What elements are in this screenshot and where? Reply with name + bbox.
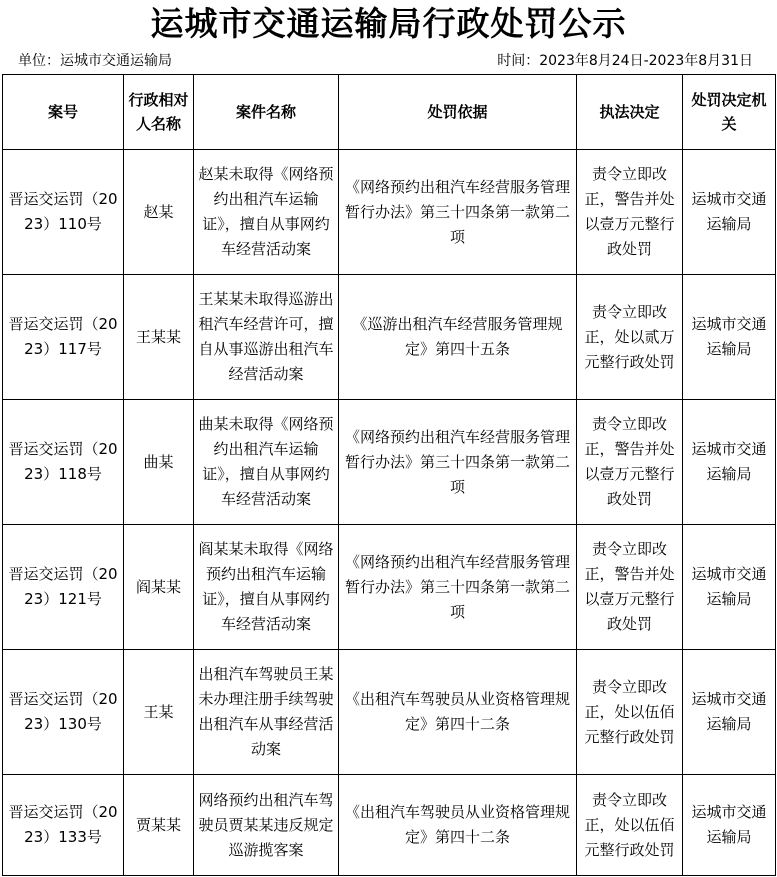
cell-case-name: 网络预约出租汽车驾驶员贾某某违反规定巡游揽客案 xyxy=(194,775,339,876)
cell-basis: 《巡游出租汽车经营服务管理规定》第四十五条 xyxy=(339,275,577,400)
cell-party: 曲某 xyxy=(124,400,194,525)
cell-decision: 责令立即改正，警告并处以壹万元整行政处罚 xyxy=(577,400,683,525)
cell-party: 阎某某 xyxy=(124,525,194,650)
table-header-row xyxy=(3,75,776,150)
notice-meta xyxy=(0,49,777,73)
cell-decision: 责令立即改正，警告并处以壹万元整行政处罚 xyxy=(577,525,683,650)
cell-decision: 责令立即改正，处以贰万元整行政处罚 xyxy=(577,275,683,400)
cell-party: 王某某 xyxy=(124,275,194,400)
cell-authority: 运城市交通运输局 xyxy=(683,650,776,775)
header-case-name: 案件名称 xyxy=(194,75,339,150)
cell-authority: 运城市交通运输局 xyxy=(683,525,776,650)
cell-decision: 责令立即改正，处以伍佰元整行政处罚 xyxy=(577,775,683,876)
cell-basis: 《网络预约出租汽车经营服务管理暂行办法》第三十四条第一款第二项 xyxy=(339,525,577,650)
cell-case-name: 曲某未取得《网络预约出租汽车运输证》，擅自从事网约车经营活动案 xyxy=(194,400,339,525)
penalty-table xyxy=(2,74,776,876)
cell-basis: 《网络预约出租汽车经营服务管理暂行办法》第三十四条第一款第二项 xyxy=(339,400,577,525)
table-row xyxy=(3,525,776,650)
cell-case-name: 阎某某未取得《网络预约出租汽车运输证》，擅自从事网约车经营活动案 xyxy=(194,525,339,650)
cell-party: 贾某某 xyxy=(124,775,194,876)
cell-party: 王某 xyxy=(124,650,194,775)
cell-decision: 责令立即改正，警告并处以壹万元整行政处罚 xyxy=(577,150,683,275)
cell-authority: 运城市交通运输局 xyxy=(683,400,776,525)
cell-case-no: 晋运交运罚（2023）117号 xyxy=(3,275,124,400)
issuing-unit: 单位：运城市交通运输局 xyxy=(18,53,172,69)
table-row xyxy=(3,150,776,275)
cell-case-no: 晋运交运罚（2023）118号 xyxy=(3,400,124,525)
cell-party: 赵某 xyxy=(124,150,194,275)
header-authority: 处罚决定机关 xyxy=(683,75,776,150)
cell-case-name: 出租汽车驾驶员王某未办理注册手续驾驶出租汽车从事经营活动案 xyxy=(194,650,339,775)
cell-authority: 运城市交通运输局 xyxy=(683,775,776,876)
cell-case-no: 晋运交运罚（2023）121号 xyxy=(3,525,124,650)
cell-authority: 运城市交通运输局 xyxy=(683,150,776,275)
notice-title: 运城市交通运输局行政处罚公示 xyxy=(150,4,627,43)
table-row xyxy=(3,650,776,775)
table-row xyxy=(3,400,776,525)
cell-basis: 《出租汽车驾驶员从业资格管理规定》第四十二条 xyxy=(339,775,577,876)
table-row xyxy=(3,775,776,876)
cell-decision: 责令立即改正，处以伍佰元整行政处罚 xyxy=(577,650,683,775)
cell-case-name: 赵某未取得《网络预约出租汽车运输证》，擅自从事网约车经营活动案 xyxy=(194,150,339,275)
header-case-no: 案号 xyxy=(3,75,124,150)
cell-basis: 《出租汽车驾驶员从业资格管理规定》第四十二条 xyxy=(339,650,577,775)
cell-case-no: 晋运交运罚（2023）130号 xyxy=(3,650,124,775)
publication-period: 时间：2023年8月24日-2023年8月31日 xyxy=(497,53,753,69)
cell-case-no: 晋运交运罚（2023）133号 xyxy=(3,775,124,876)
header-decision: 执法决定 xyxy=(577,75,683,150)
header-party: 行政相对人名称 xyxy=(124,75,194,150)
cell-basis: 《网络预约出租汽车经营服务管理暂行办法》第三十四条第一款第二项 xyxy=(339,150,577,275)
cell-case-name: 王某某未取得巡游出租汽车经营许可，擅自从事巡游出租汽车经营活动案 xyxy=(194,275,339,400)
table-row xyxy=(3,275,776,400)
cell-authority: 运城市交通运输局 xyxy=(683,275,776,400)
header-basis: 处罚依据 xyxy=(339,75,577,150)
cell-case-no: 晋运交运罚（2023）110号 xyxy=(3,150,124,275)
